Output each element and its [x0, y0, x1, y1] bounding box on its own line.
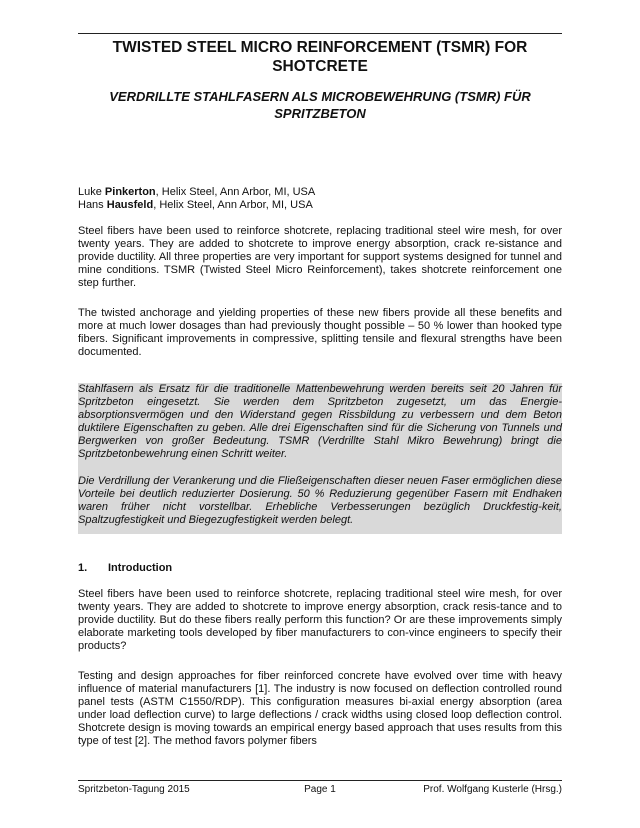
section-title: Introduction: [108, 562, 173, 574]
author-line: [78, 199, 562, 212]
footer-rule: [78, 780, 562, 781]
footer-page-number: Page 1: [304, 784, 336, 795]
abstract-english-paragraph: The twisted anchorage and yielding properties of these new fibers provide all these benefits and more at much lower dosages than had previously thought possible – 50 % lower than hooked type fibers. Significant improvements in compressive, splitting tensile and flexural strengths have been documented.: [78, 307, 562, 358]
paper-title: TWISTED STEEL MICRO REINFORCEMENT (TSMR) FOR SHOTCRETE: [112, 39, 528, 75]
header-rule: [78, 33, 562, 34]
body-paragraph: Testing and design approaches for fiber reinforced concrete have evolved over time with heavy influence of material manufacturers [1]. The industry is now focused on deflection controlled round panel tests (ASTM C1550/RDP). This configuration measures bi-axial energy absorption (area under load deflection curve) to large deflections / crack widths using closed loop deflection control. Shotcrete design is moving towards an empirical energy based approach that uses results from this type of test [2]. The method favors polymer fibers: [78, 670, 562, 747]
author-last-name: Pinkerton: [104, 186, 156, 198]
abstract-english-paragraph: Steel fibers have been used to reinforce shotcrete, replacing traditional steel wire mesh, for over twenty years. They are added to shotcrete to improve energy absorption, crack re-sistance and provide ductility. All three properties are very important for support systems designed for tunnel and mine conditions. TSMR (Twisted Steel Micro Reinforcement), takes shotcrete reinforcement one step further.: [78, 225, 562, 289]
author-last-name: Hausfeld: [106, 199, 154, 211]
author-affiliation: , Helix Steel, Ann Arbor, MI, USA: [155, 186, 316, 198]
paper-subtitle-german: VERDRILLTE STAHLFASERN ALS MICROBEWEHRUNG (TSMR) FÜR SPRITZBETON: [109, 89, 531, 121]
author-affiliation: , Helix Steel, Ann Arbor, MI, USA: [153, 199, 313, 211]
author-list: [78, 186, 562, 212]
abstract-german-paragraph: Die Verdrillung der Verankerung und die Fließeigenschaften dieser neuen Faser ermöglichen diese Vorteile bei deutlich reduzierter Dosierung. 50 % Reduzierung gegenüber Fasern mit Endhaken waren früher nicht vorstellbar. Erhebliche Verbesserungen bezüglich Druckfestig-keit, Spaltzugfestigkeit und Biegezugfestigkeit werden belegt.: [78, 475, 562, 526]
author-line: [78, 186, 562, 199]
section-number: 1.: [78, 562, 88, 574]
body-paragraph: Steel fibers have been used to reinforce shotcrete, replacing traditional steel wire mesh, for over twenty years. They are added to shotcrete to improve energy absorption, crack resis-tance and to provide ductility. But do these fibers really perform this function? Or are these improvements simply elaborate marketing tools developed by fiber manufacturers to con-vince engineers to specify their products?: [78, 588, 562, 652]
abstract-german-box: [78, 383, 562, 534]
footer-conference: Spritzbeton-Tagung 2015: [78, 784, 190, 795]
footer-editor: Prof. Wolfgang Kusterle (Hrsg.): [423, 784, 562, 795]
author-first-name: Hans: [78, 199, 107, 211]
author-first-name: Luke: [78, 186, 105, 198]
abstract-german-paragraph: Stahlfasern als Ersatz für die traditionelle Mattenbewehrung werden bereits seit 20 Jahren für Spritzbeton eingesetzt. Sie werden dem Spritzbeton zugesetzt, um das Energie-absorptionsvermögen und den Widerstand gegen Rissbildung zu verbessern und dem Beton duktilere Eigenschaften zu geben. Alle drei Eigenschaften sind für die Sicherung von Tunnels und Bergwerken von großer Bedeutung. TSMR (Verdrillte Stahl Mikro Bewehrung) bringt die Spritzbetonbewehrung einen Schritt weiter.: [78, 383, 562, 460]
section-heading: [78, 562, 172, 574]
